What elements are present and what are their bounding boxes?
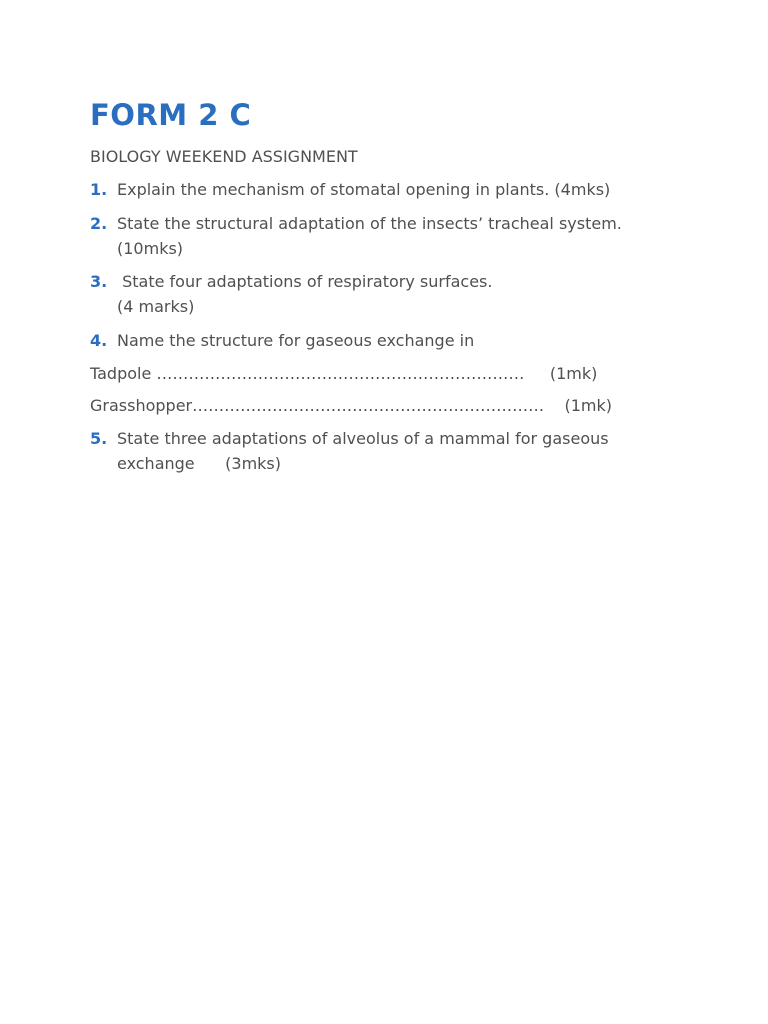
question-2-number: 2.	[90, 214, 108, 233]
question-5-number: 5.	[90, 429, 108, 448]
question-4	[90, 328, 690, 353]
question-4-line-1: Name the structure for gaseous exchange in	[117, 331, 475, 350]
question-3-text	[117, 269, 690, 319]
page-title: FORM 2 C	[90, 98, 252, 132]
question-3-number: 3.	[90, 272, 108, 291]
question-4-text	[117, 328, 690, 353]
question-4-number: 4.	[90, 331, 108, 350]
grasshopper-answer-line: Grasshopper………………………………………………………… (1mk)	[90, 396, 612, 415]
question-5	[90, 426, 690, 476]
question-1	[90, 177, 690, 202]
question-3-line-1: State four adaptations of respiratory surfaces.	[117, 272, 493, 291]
assignment-subtitle: BIOLOGY WEEKEND ASSIGNMENT	[90, 147, 358, 166]
question-1-text	[117, 177, 690, 202]
question-2-line-1: State the structural adaptation of the insects’ tracheal system.	[117, 214, 622, 233]
question-1-line-1: Explain the mechanism of stomatal opening in plants. (4mks)	[117, 180, 611, 199]
question-5-line-1: State three adaptations of alveolus of a mammal for gaseous	[117, 429, 609, 448]
question-3-line-2: (4 marks)	[117, 297, 195, 316]
question-3	[90, 269, 690, 319]
question-1-number: 1.	[90, 180, 108, 199]
question-2	[90, 211, 690, 261]
question-5-line-2: exchange (3mks)	[117, 454, 281, 473]
tadpole-answer-line: Tadpole …………………………………………………………… (1mk)	[90, 364, 598, 383]
question-2-line-2: (10mks)	[117, 239, 184, 258]
question-5-text	[117, 426, 690, 476]
question-2-text	[117, 211, 690, 261]
